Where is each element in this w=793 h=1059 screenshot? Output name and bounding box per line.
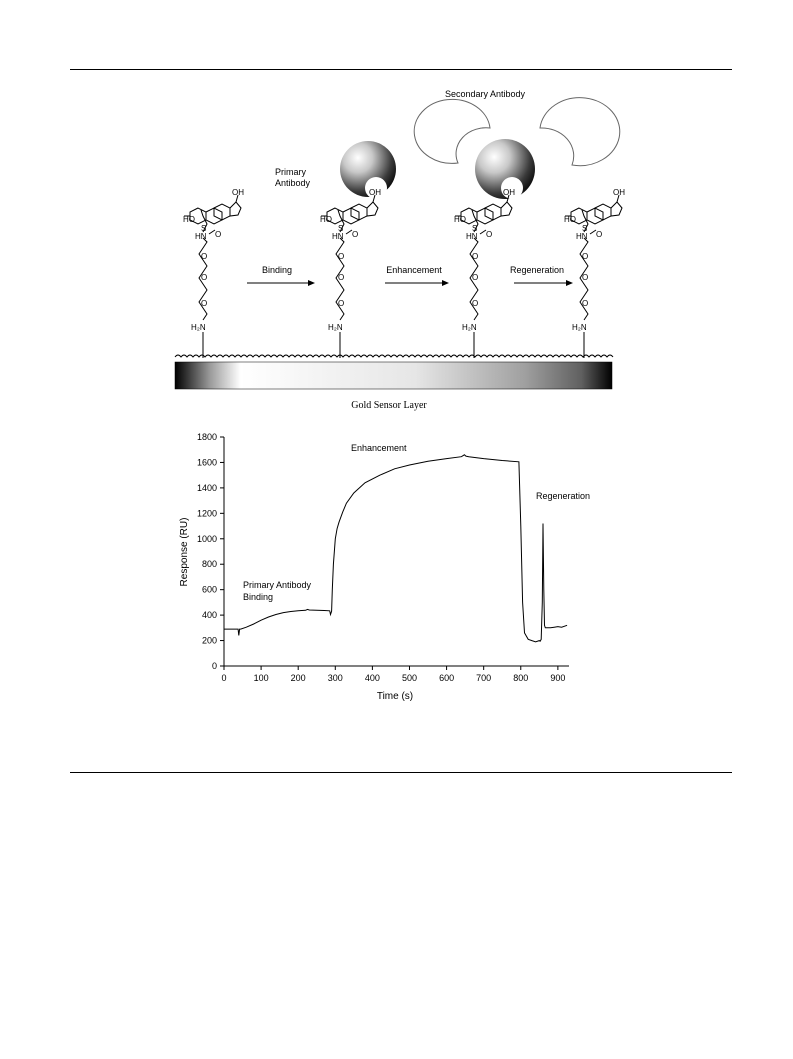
primary-antibody-label-line1: Primary (275, 167, 306, 177)
y-tick-label: 1400 (196, 482, 217, 493)
atom-s: S (338, 224, 344, 233)
step-label-regeneration: Regeneration (509, 265, 565, 275)
atom-o: O (582, 252, 589, 261)
scheme (175, 89, 625, 411)
atom-s: S (201, 224, 207, 233)
x-tick-label: 100 (253, 673, 269, 683)
x-tick-label: 500 (401, 673, 417, 683)
atom-s: S (472, 224, 478, 233)
x-axis-label: Time (s) (376, 691, 414, 702)
atom-hn: HN (466, 232, 478, 241)
atom-o: O (338, 299, 345, 308)
primary-antibody-label (275, 167, 311, 188)
x-tick-label: 700 (476, 673, 492, 683)
x-tick-label: 800 (513, 673, 529, 683)
y-tick-label: 0 (211, 661, 217, 671)
atom-o: O (338, 273, 345, 282)
atom-o: O (472, 252, 479, 261)
atom-hn: HN (576, 232, 588, 241)
response-series-line (224, 455, 567, 642)
atom-h2n: H₂N (191, 323, 206, 332)
gold-sensor-label: Gold Sensor Layer (351, 400, 427, 411)
x-tick-label: 200 (290, 673, 306, 683)
atom-o: O (472, 273, 479, 282)
annotation-primary-binding-line1: Primary Antibody (243, 580, 312, 590)
annotation-primary-binding-line2: Binding (243, 592, 274, 602)
primary-antibody-sphere-1 (340, 141, 396, 199)
x-tick-label: 900 (550, 673, 566, 683)
atom-h2n: H₂N (572, 323, 587, 332)
atom-o: O (596, 230, 603, 239)
atom-ho: HO (320, 215, 332, 224)
annotation-enhancement: Enhancement (351, 443, 407, 453)
atom-s: S (582, 224, 588, 233)
atom-o: O (582, 299, 589, 308)
y-ticks (197, 432, 224, 671)
y-axis-label: Response (RU) (179, 517, 190, 587)
atom-o: O (486, 230, 493, 239)
atom-ho: HO (564, 215, 576, 224)
linker-molecule-1 (183, 188, 244, 358)
atom-oh: OH (369, 188, 381, 197)
y-tick-label: 1800 (196, 432, 217, 442)
atom-o: O (201, 299, 208, 308)
y-tick-label: 400 (201, 610, 217, 621)
annotation-regeneration: Regeneration (536, 491, 591, 501)
arrow-regeneration (514, 280, 573, 286)
atom-oh: OH (613, 188, 625, 197)
secondary-antibody-label: Secondary Antibody (444, 89, 526, 99)
sensor-surface-wave (175, 355, 613, 357)
x-tick-label: 0 (221, 673, 227, 683)
atom-o: O (338, 252, 345, 261)
atom-o: O (201, 252, 208, 261)
primary-antibody-label-line2: Antibody (275, 178, 311, 188)
atom-hn: HN (332, 232, 344, 241)
y-tick-label: 1200 (196, 508, 217, 519)
x-tick-label: 600 (439, 673, 455, 683)
chart (179, 432, 590, 702)
linker-molecule-3 (454, 188, 515, 358)
y-tick-label: 800 (201, 559, 217, 570)
x-ticks (221, 666, 565, 683)
atom-o: O (582, 273, 589, 282)
atom-o: O (352, 230, 359, 239)
y-tick-label: 600 (201, 584, 217, 595)
gold-sensor-bar (175, 362, 612, 389)
arrow-enhancement (385, 280, 449, 286)
atom-h2n: H₂N (328, 323, 343, 332)
arrow-binding (247, 280, 315, 286)
step-label-binding: Binding (261, 265, 293, 275)
annotation-primary-binding (243, 580, 314, 602)
x-tick-label: 400 (364, 673, 380, 683)
secondary-antibody-right-arc (540, 98, 620, 166)
atom-ho: HO (454, 215, 466, 224)
step-label-enhancement: Enhancement (386, 265, 442, 275)
atom-oh: OH (503, 188, 515, 197)
y-tick-label: 1000 (196, 533, 217, 544)
atom-ho: HO (183, 215, 195, 224)
x-tick-label: 300 (327, 673, 343, 683)
linker-molecule-4 (564, 188, 625, 358)
y-tick-label: 1600 (196, 457, 217, 468)
atom-oh: OH (232, 188, 244, 197)
secondary-antibody-left-arc (414, 99, 490, 163)
atom-h2n: H₂N (462, 323, 477, 332)
linker-molecule-2 (320, 188, 381, 358)
atom-hn: HN (195, 232, 207, 241)
y-tick-label: 200 (201, 635, 217, 646)
atom-o: O (201, 273, 208, 282)
atom-o: O (215, 230, 222, 239)
atom-o: O (472, 299, 479, 308)
